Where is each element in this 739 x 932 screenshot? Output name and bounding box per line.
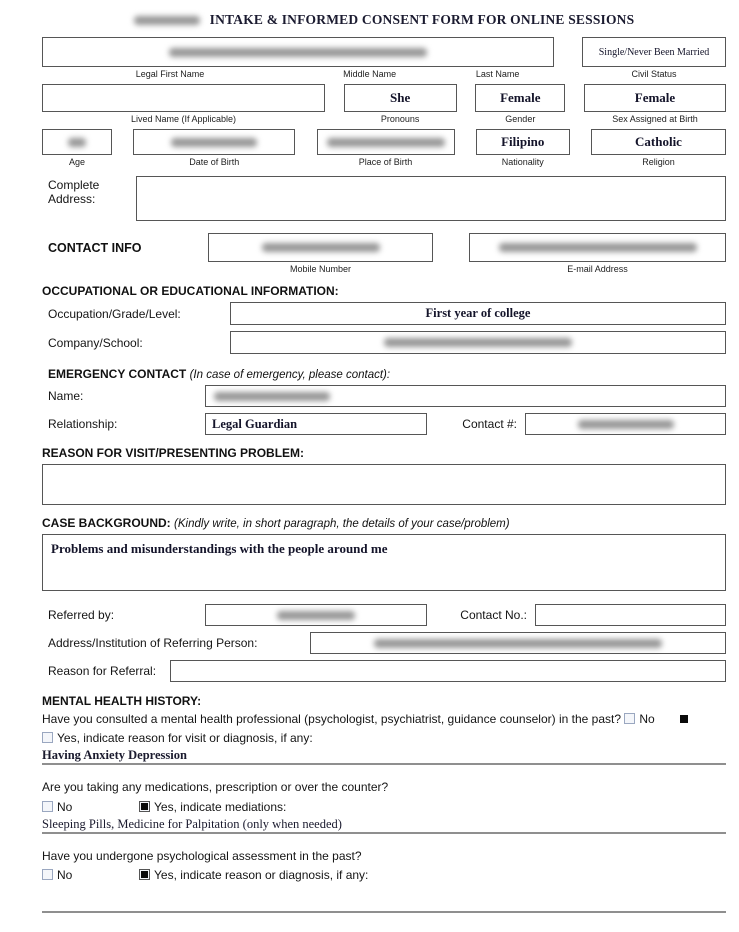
relationship-value: Legal Guardian bbox=[212, 416, 298, 431]
redacted-email bbox=[499, 243, 697, 252]
reason-visit-header: REASON FOR VISIT/PRESENTING PROBLEM: bbox=[42, 446, 305, 460]
q2-yes-label: Yes, indicate mediations: bbox=[154, 799, 287, 814]
mental-health-header: MENTAL HEALTH HISTORY: bbox=[42, 694, 202, 708]
sex-at-birth-field[interactable] bbox=[584, 84, 726, 112]
redacted-referring-address bbox=[374, 639, 662, 648]
q3-no-label: No bbox=[57, 867, 73, 882]
redacted-emergency-name bbox=[214, 392, 330, 401]
q2-options bbox=[42, 798, 726, 817]
q2-answer-line bbox=[42, 832, 726, 834]
occupation-label: Occupation/Grade/Level: bbox=[48, 306, 181, 321]
q1-no-checkbox[interactable] bbox=[624, 713, 635, 724]
q1-block bbox=[42, 710, 726, 748]
redacted-full-name bbox=[169, 48, 427, 57]
gender-label: Gender bbox=[505, 114, 536, 124]
case-background-field[interactable] bbox=[42, 534, 726, 591]
pob-label: Place of Birth bbox=[358, 157, 413, 167]
q1-no-label: No bbox=[639, 712, 655, 726]
civil-status-field[interactable] bbox=[582, 37, 726, 67]
relationship-label: Relationship: bbox=[48, 417, 118, 431]
contact-info-header: CONTACT INFO bbox=[48, 241, 142, 255]
civil-status-label: Civil Status bbox=[631, 69, 677, 79]
relationship-field[interactable] bbox=[205, 413, 427, 435]
case-background-note: (Kindly write, in short paragraph, the details of your case/problem) bbox=[174, 518, 510, 530]
redacted-mobile bbox=[262, 243, 380, 252]
reason-for-referral-label: Reason for Referral: bbox=[48, 664, 157, 678]
referred-by-field[interactable] bbox=[205, 604, 427, 626]
redacted-pob bbox=[327, 138, 445, 147]
occupation-value: First year of college bbox=[425, 306, 531, 320]
q3-yes-checkbox[interactable] bbox=[139, 869, 150, 880]
dob-label: Date of Birth bbox=[189, 157, 240, 167]
religion-field[interactable] bbox=[591, 129, 726, 155]
middle-name-label: Middle Name bbox=[343, 69, 397, 79]
q2-no-label: No bbox=[57, 799, 73, 814]
case-background-value: Problems and misunderstandings with the people around me bbox=[51, 541, 388, 556]
q3-question: Have you undergone psychological assessment in the past? bbox=[42, 848, 362, 863]
redacted-emergency-contact bbox=[578, 420, 674, 429]
religion-value: Catholic bbox=[635, 134, 682, 149]
redacted-age bbox=[68, 138, 86, 147]
dob-field[interactable] bbox=[133, 129, 295, 155]
redacted-school bbox=[384, 338, 572, 347]
complete-address-label: Complete Address: bbox=[48, 178, 100, 206]
reason-visit-field[interactable] bbox=[42, 464, 726, 505]
occupational-header: OCCUPATIONAL OR EDUCATIONAL INFORMATION: bbox=[42, 284, 339, 298]
company-school-field[interactable] bbox=[230, 331, 726, 354]
q3-no-checkbox[interactable] bbox=[42, 869, 53, 880]
emergency-header: EMERGENCY CONTACT (In case of emergency, please contact): bbox=[48, 367, 391, 381]
q3-yes-label: Yes, indicate reason or diagnosis, if any: bbox=[154, 867, 369, 882]
q1-answer-line bbox=[42, 763, 726, 765]
complete-address-field[interactable] bbox=[136, 176, 726, 221]
form-title-row bbox=[42, 12, 726, 28]
referral-contact-no-field[interactable] bbox=[535, 604, 726, 626]
last-name-label: Last Name bbox=[475, 69, 520, 79]
mobile-number-label: Mobile Number bbox=[289, 264, 352, 274]
pronouns-label: Pronouns bbox=[380, 114, 420, 124]
reason-for-referral-field[interactable] bbox=[170, 660, 726, 682]
page-title: INTAKE & INFORMED CONSENT FORM FOR ONLINE SESSIONS bbox=[209, 12, 635, 27]
emergency-contact-label: Contact #: bbox=[462, 417, 517, 431]
sex-at-birth-value: Female bbox=[634, 90, 676, 105]
nationality-value: Filipino bbox=[501, 134, 545, 149]
company-school-label: Company/School: bbox=[48, 335, 143, 350]
email-label: E-mail Address bbox=[567, 264, 628, 274]
referring-person-address-field[interactable] bbox=[310, 632, 726, 654]
nationality-field[interactable] bbox=[476, 129, 570, 155]
pronouns-value: She bbox=[390, 90, 411, 105]
case-background-header: CASE BACKGROUND: (Kindly write, in short paragraph, the details of your case/problem) bbox=[42, 516, 510, 530]
q2-question: Are you taking any medications, prescription or over the counter? bbox=[42, 780, 389, 795]
referred-by-label: Referred by: bbox=[48, 608, 115, 622]
age-field[interactable] bbox=[42, 129, 112, 155]
pronouns-field[interactable] bbox=[344, 84, 457, 112]
redacted-org-name bbox=[134, 16, 200, 25]
civil-status-value: Single/Never Been Married bbox=[598, 46, 710, 58]
pob-field[interactable] bbox=[317, 129, 455, 155]
q1-stray-mark bbox=[680, 715, 688, 723]
full-name-field[interactable] bbox=[42, 37, 554, 67]
q1-answer: Having Anxiety Depression bbox=[42, 748, 187, 763]
q3-options bbox=[42, 866, 726, 885]
emergency-contact-field[interactable] bbox=[525, 413, 726, 435]
lived-name-field[interactable] bbox=[42, 84, 325, 112]
occupation-field[interactable] bbox=[230, 302, 726, 325]
email-field[interactable] bbox=[469, 233, 726, 262]
q2-yes-checkbox[interactable] bbox=[139, 801, 150, 812]
referral-contact-no-label: Contact No.: bbox=[460, 608, 527, 622]
q1-yes-checkbox[interactable] bbox=[42, 732, 53, 743]
lived-name-label: Lived Name (If Applicable) bbox=[130, 114, 237, 124]
q3-answer-line-1 bbox=[42, 911, 726, 913]
redacted-dob bbox=[171, 138, 257, 147]
mobile-number-field[interactable] bbox=[208, 233, 433, 262]
gender-field[interactable] bbox=[475, 84, 565, 112]
nationality-label: Nationality bbox=[501, 157, 544, 167]
emergency-name-label: Name: bbox=[48, 389, 84, 403]
legal-first-name-label: Legal First Name bbox=[135, 69, 205, 79]
q2-no-checkbox[interactable] bbox=[42, 801, 53, 812]
q1-yes-label: Yes, indicate reason for visit or diagnosis, if any: bbox=[57, 731, 313, 746]
q2-answer: Sleeping Pills, Medicine for Palpitation (only when needed) bbox=[42, 816, 342, 831]
q1-question: Have you consulted a mental health professional (psychologist, psychiatrist, guidance counselor) in the past? bbox=[42, 712, 621, 726]
age-label: Age bbox=[68, 157, 85, 167]
redacted-referred-by bbox=[277, 611, 355, 620]
emergency-name-field[interactable] bbox=[205, 385, 726, 407]
emergency-header-note: (In case of emergency, please contact): bbox=[189, 369, 391, 381]
religion-label: Religion bbox=[642, 157, 675, 167]
sex-at-birth-label: Sex Assigned at Birth bbox=[612, 114, 698, 124]
referring-person-address-label: Address/Institution of Referring Person: bbox=[48, 636, 258, 650]
gender-value: Female bbox=[500, 90, 541, 105]
